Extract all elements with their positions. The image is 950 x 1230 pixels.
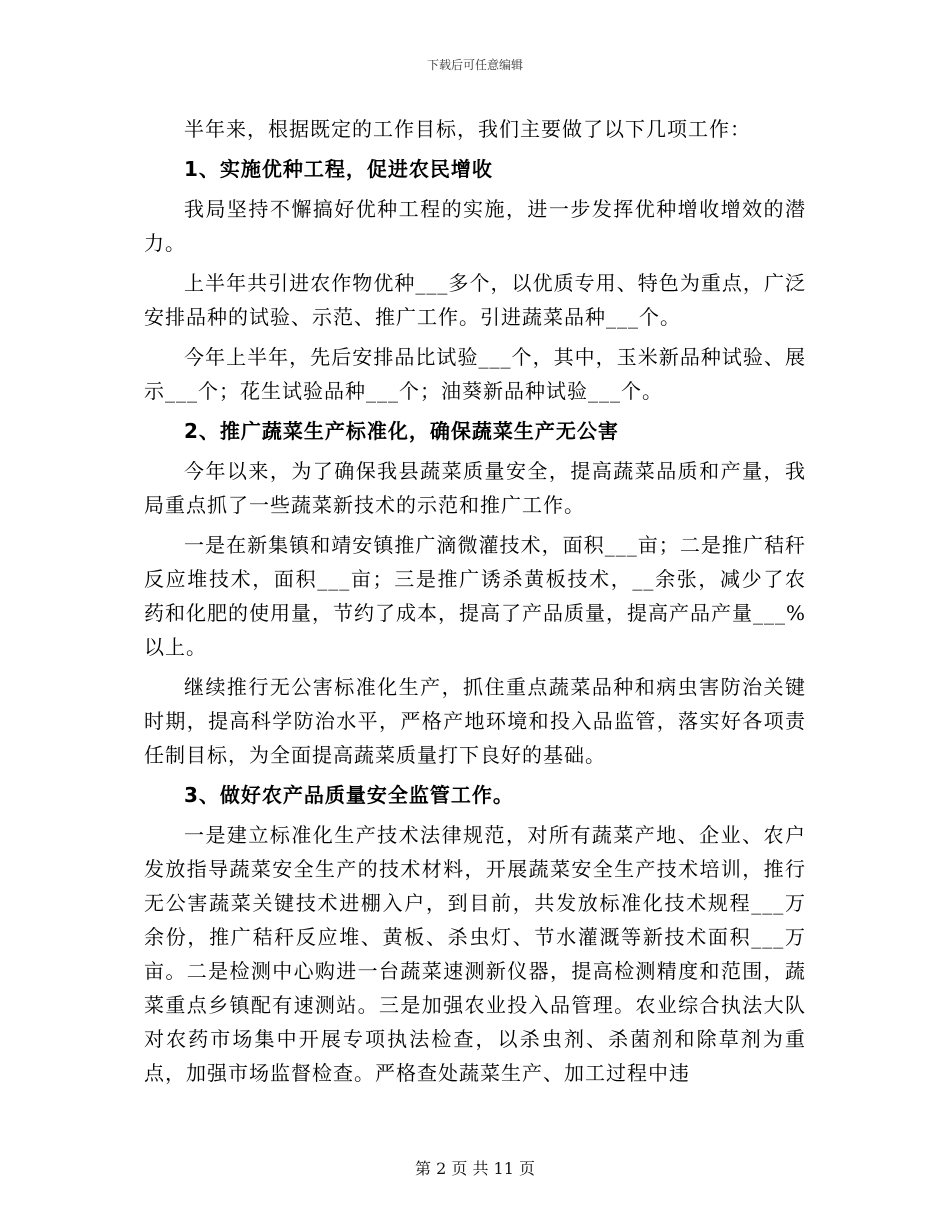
page-number: 第 2 页 共 11 页 (415, 1159, 535, 1178)
section-heading-2: 2、推广蔬菜生产标准化，确保蔬菜生产无公害 (184, 419, 619, 443)
paragraph: 一是在新集镇和靖安镇推广滴微灌技术，面积___亩；二是推广秸秆反应堆技术，面积___亩；三是推广诱杀黄板技术，__余张，减少了农药和化肥的使用量，节约了成本，提高了产品质量，提高产品产量___%以上。 (144, 533, 807, 659)
paragraph: 继续推行无公害标准化生产，抓住重点蔬菜品种和病虫害防治关键时期，提高科学防治水平，严格产地环境和投入品监管，落实好各项责任制目标，为全面提高蔬菜质量打下良好的基础。 (144, 675, 806, 767)
paragraph: 今年上半年，先后安排品比试验___个，其中，玉米新品种试验、展示___个；花生试验品种___个；油葵新品种试验___个。 (144, 345, 806, 403)
paragraph: 一是建立标准化生产技术法律规范，对所有蔬菜产地、企业、农户发放指导蔬菜安全生产的技术材料，开展蔬菜安全生产技术培训，推行无公害蔬菜关键技术进棚入户，到目前，共发放标准化技术规程___万余份，推广秸秆反应堆、黄板、杀虫灯、节水灌溉等新技术面积___万亩。二是检测中心购进一台蔬菜速测新仪器，提高检测精度和范围，蔬菜重点乡镇配有速测站。三是加强农业投入品管理。农业综合执法大队对农药市场集中开展专项执法检查，以杀虫剂、杀菌剂和除草剂为重点，加强市场监督检查。严格查处蔬菜生产、加工过程中违 (144, 823, 806, 1085)
paragraph: 上半年共引进农作物优种___多个，以优质专用、特色为重点，广泛安排品种的试验、示范、推广工作。引进蔬菜品种___个。 (144, 271, 806, 329)
page-header-note: 下载后可任意编辑 (426, 58, 523, 72)
intro-paragraph: 半年来，根据既定的工作目标，我们主要做了以下几项工作： (184, 117, 751, 141)
document-body (144, 112, 806, 1090)
section-heading-1: 1、实施优种工程，促进农民增收 (184, 157, 493, 181)
paragraph: 今年以来，为了确保我县蔬菜质量安全，提高蔬菜品质和产量，我局重点抓了一些蔬菜新技术的示范和推广工作。 (144, 459, 806, 517)
paragraph: 我局坚持不懈搞好优种工程的实施，进一步发挥优种增收增效的潜力。 (144, 197, 806, 255)
section-heading-3: 3、做好农产品质量安全监管工作。 (184, 783, 514, 807)
